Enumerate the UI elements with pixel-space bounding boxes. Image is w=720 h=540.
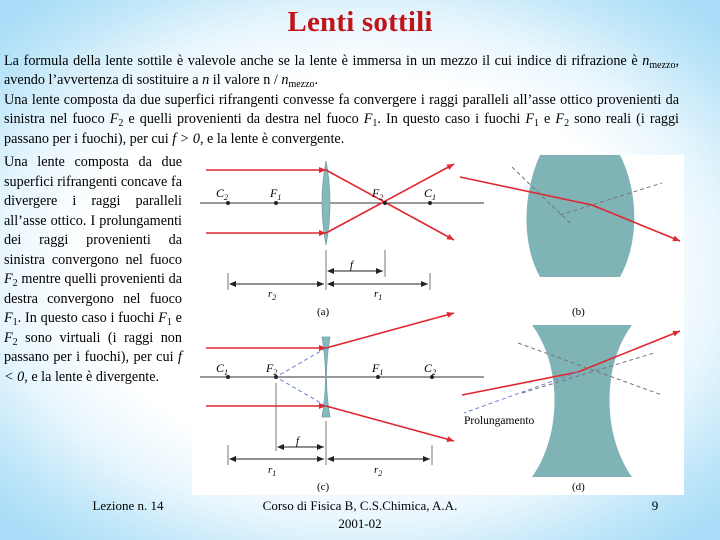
side-focus-f1: F [4, 310, 13, 326]
p2-text-4: e [539, 111, 556, 128]
p1-text-2: , avendo l’avvertenza di sostituire a [4, 53, 679, 89]
label-c1-a: $C_1$ [424, 186, 437, 202]
side-text-2: mentre quelli provenienti da destra convergono nel fuoco [4, 271, 182, 307]
footer-course-line1: Corso di Fisica B, C.S.Chimica, A.A. [262, 498, 458, 513]
p2-condition: f > 0 [172, 130, 200, 147]
p1-sub-mezzo-2: mezzo [288, 79, 315, 91]
side-condition: f < 0 [4, 349, 182, 385]
footer-course-line2: 2001-02 [338, 516, 382, 531]
label-r1-a: $r_1$ [374, 288, 383, 302]
label-f-a: f [350, 259, 354, 271]
label-f2-c: $F_2$ [266, 361, 278, 377]
side-focus-f1b-sub: 1 [166, 317, 172, 328]
p2-focus-f2b-sub: 2 [564, 118, 570, 130]
label-c1-c: $C_1$ [216, 361, 229, 377]
ray-c-out-2 [326, 406, 454, 441]
concave-lens-close-up-d [532, 325, 632, 477]
ray-a-out-1 [326, 170, 454, 240]
panel-c [200, 313, 484, 493]
side-focus-f2-sub: 2 [12, 278, 18, 289]
side-text-5: sono virtuali (i raggi non passano per i fuochi), per cui [4, 329, 182, 365]
point-f2-a [383, 201, 387, 205]
p2-focus-f1: F [363, 111, 373, 128]
p2-focus-f2: F [109, 111, 119, 128]
extension-c-1 [276, 348, 326, 377]
paragraph-medium-index [4, 52, 679, 91]
page-number: 9 [651, 498, 659, 513]
p2-text-3: . In questo caso i fuochi [377, 111, 526, 128]
slide-title: Lenti sottili [287, 6, 433, 38]
p2-focus-f1-sub: 1 [372, 118, 378, 130]
caption-a: (a) [317, 306, 330, 318]
p2-text-2: e quelli provenienti da destra nel fuoco [123, 111, 364, 128]
p1-text-4: . [314, 72, 319, 89]
p2-focus-f1b: F [525, 111, 535, 128]
label-c2-c: $C_2$ [424, 361, 437, 377]
extension-c-2 [276, 377, 326, 406]
label-c2-a: $C_2$ [216, 186, 229, 202]
p1-text-1: La formula della lente sottile è valevole anche se la lente è immersa in un mezzo il cui indice di rifrazione è [4, 53, 643, 69]
panel-d [462, 325, 680, 493]
caption-d: (d) [572, 481, 585, 493]
p2-focus-f2-sub: 2 [118, 118, 124, 130]
label-r2-c: $r_2$ [374, 464, 383, 478]
label-prolungamento: Prolungamento [464, 415, 535, 427]
caption-c: (c) [317, 481, 330, 493]
lens-diagram-svg [192, 155, 684, 495]
p2-text-5: sono reali (i raggi passano per i fuochi), per cui [4, 111, 679, 147]
footer-course [250, 497, 470, 533]
side-text-1: Una lente composta da due superfici rifrangenti concave fa divergere i raggi paralleli all’asse ottico. I prolungamenti dei raggi provenienti da sinistra convergono nel fuoco [4, 154, 182, 268]
p1-n-symbol: n [642, 53, 650, 69]
p2-text-6: , e la lente è convergente. [199, 130, 345, 147]
side-focus-f2b: F [4, 329, 13, 346]
paragraph-convergent-lens [4, 91, 679, 149]
side-focus-f2b-sub: 2 [12, 336, 18, 348]
p1-n-symbol-3: n [281, 72, 289, 89]
side-focus-f1b: F [158, 310, 167, 326]
p2-focus-f1b-sub: 1 [534, 118, 540, 130]
lens-diagram [192, 155, 684, 495]
p1-sub-mezzo: mezzo [649, 60, 676, 71]
side-focus-f2: F [4, 271, 13, 287]
panel-a [200, 161, 484, 318]
p2-focus-f2b: F [555, 111, 565, 128]
side-focus-f1-sub: 1 [12, 317, 18, 328]
label-f1-a: $F_1$ [270, 186, 282, 202]
p1-n-symbol-2: n [202, 72, 210, 89]
side-text-4: e [171, 310, 182, 326]
footer-lesson: Lezione n. 14 [92, 498, 164, 513]
p1-text-3: il valore n / [209, 72, 282, 89]
p2-text-1: Una lente composta da due superfici rifrangenti convesse fa convergere i raggi paralleli all’asse ottico provenienti da sinistra nel fuoco [4, 92, 679, 128]
label-f1-c: $F_1$ [372, 361, 384, 377]
label-r2-a: $r_2$ [268, 288, 277, 302]
label-f2-a: $F_2$ [372, 186, 384, 202]
side-text-6: , e la lente è divergente. [24, 368, 160, 385]
ray-c-out-1 [326, 313, 454, 348]
panel-b [460, 155, 680, 318]
paragraph-divergent-lens [4, 153, 182, 387]
label-f-c: f [296, 435, 300, 447]
label-r1-c: $r_1$ [268, 464, 277, 478]
caption-b: (b) [572, 306, 585, 318]
side-text-3: . In questo caso i fuochi [17, 310, 159, 326]
